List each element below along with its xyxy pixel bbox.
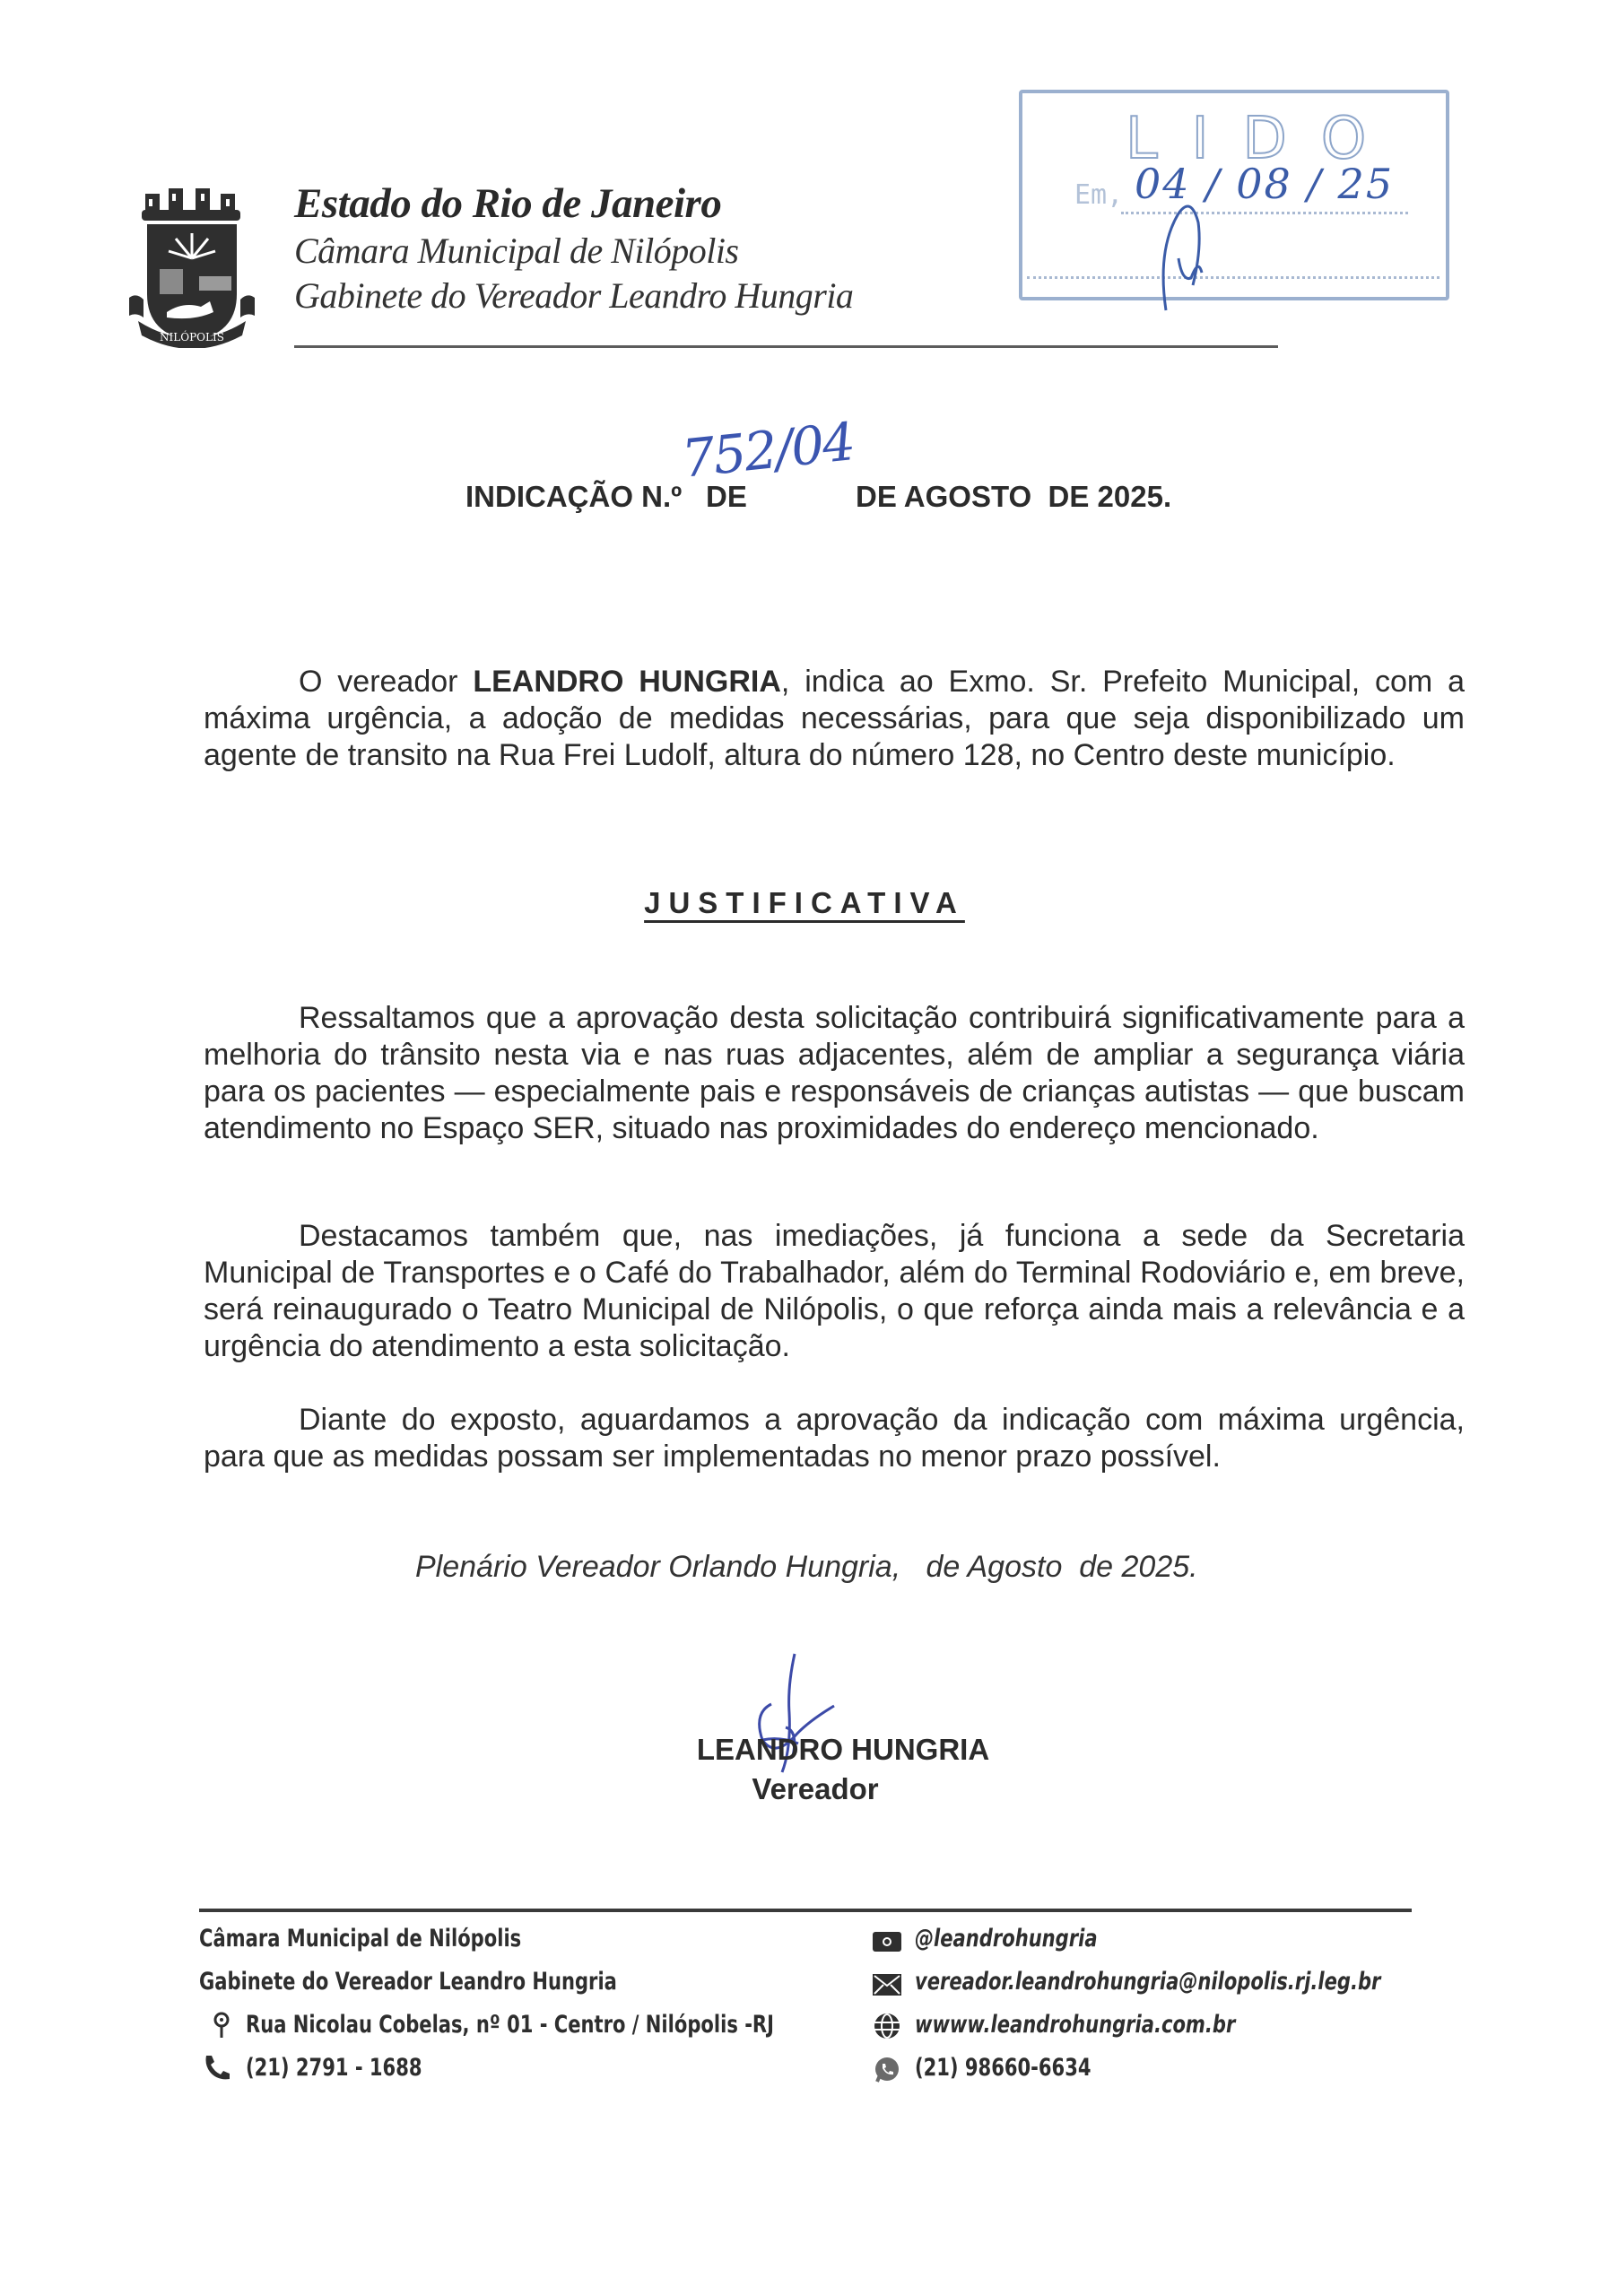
indication-date: DE AGOSTO DE 2025. <box>856 480 1172 513</box>
justification-paragraph-2-text: Destacamos também que, nas imediações, já funciona a sede da Secretaria Municipal de Transportes e o Café do Trabalhador, além do Terminal Rodoviário e, em breve, será reinaugurado o Teatro Municipal de Nilópolis, o que reforça ainda mais a relevância e a urgência do atendimento a esta solicitação. <box>204 1219 1465 1363</box>
header-subtitle-office: Gabinete do Vereador Leandro Hungria <box>294 275 854 316</box>
intro-councilor-name: LEANDRO HUNGRIA <box>473 665 781 699</box>
justification-paragraph-3 <box>204 1402 1465 1475</box>
indication-prefix: INDICAÇÃO N.º <box>465 480 683 513</box>
intro-text-end: , indica ao Exmo. Sr. Prefeito Municipal, com a máxima urgência, a adoção de medidas necessárias, para que seja disponibilizado um agente de transito na Rua Frei Ludolf, altura do número 128, no Centro deste município. <box>204 665 1465 772</box>
justification-paragraph-1-text: Ressaltamos que a aprovação desta solicitação contribuirá significativamente para a melhoria do trânsito nesta via e nas ruas adjacentes, além de ampliar a segurança viária para os pacientes — especialmente pais e responsáveis de crianças autistas — que buscam atendimento no Espaço SER, situado nas proximidades do endereço mencionado. <box>204 1001 1465 1145</box>
globe-icon <box>872 2013 902 2039</box>
header-divider <box>294 345 1278 348</box>
header-subtitle-chamber: Câmara Municipal de Nilópolis <box>294 230 739 271</box>
justification-paragraph-1 <box>204 1000 1465 1147</box>
justification-heading <box>0 886 1609 920</box>
footer-email[interactable]: vereador.leandrohungria@nilopolis.rj.leg.br <box>915 1968 1381 1996</box>
handwritten-indication-number: 752/04 <box>678 411 857 490</box>
camera-icon <box>872 1928 902 1955</box>
stamp-handwritten-date: 04 / 08 / 25 <box>1135 160 1395 208</box>
footer-address: Rua Nicolau Cobelas, nº 01 - Centro / Nilópolis -RJ <box>246 2011 774 2039</box>
intro-paragraph <box>204 664 1465 774</box>
indication-de: DE <box>706 480 747 513</box>
municipal-crest-logo <box>120 187 264 348</box>
stamp-initials-signature <box>1148 196 1256 312</box>
justification-paragraph-2 <box>204 1218 1465 1365</box>
footer-chamber-name: Câmara Municipal de Nilópolis <box>199 1925 522 1952</box>
intro-text-start: O vereador <box>299 665 474 699</box>
justification-paragraph-3-text: Diante do exposto, aguardamos a aprovação da indicação com máxima urgência, para que as medidas possam ser implementadas no menor prazo possível. <box>204 1403 1465 1474</box>
phone-icon <box>203 2054 233 2081</box>
footer-website[interactable]: wwww.leandrohungria.com.br <box>915 2011 1236 2039</box>
header-title: Estado do Rio de Janeiro <box>294 180 722 227</box>
signer-role: Vereador <box>752 1772 879 1805</box>
map-pin-icon <box>206 2011 237 2038</box>
justification-heading-text: JUSTIFICATIVA <box>644 886 965 919</box>
signer-name: LEANDRO HUNGRIA <box>696 1733 990 1766</box>
footer-office-name: Gabinete do Vereador Leandro Hungria <box>199 1968 617 1996</box>
stamp-em-label: Em, <box>1074 179 1124 211</box>
footer-phone: (21) 2791 - 1688 <box>246 2054 422 2082</box>
crest-label: NILÓPOLIS <box>160 331 224 344</box>
place-and-date: Plenário Vereador Orlando Hungria, de Agosto de 2025. <box>415 1550 1198 1584</box>
footer-divider <box>199 1909 1412 1912</box>
whatsapp-icon <box>872 2056 902 2083</box>
footer-instagram[interactable]: @leandrohungria <box>915 1925 1098 1952</box>
stamp-label: LIDO <box>1126 106 1401 172</box>
footer-whatsapp: (21) 98660-6634 <box>915 2054 1092 2082</box>
envelope-icon <box>872 1971 902 1998</box>
